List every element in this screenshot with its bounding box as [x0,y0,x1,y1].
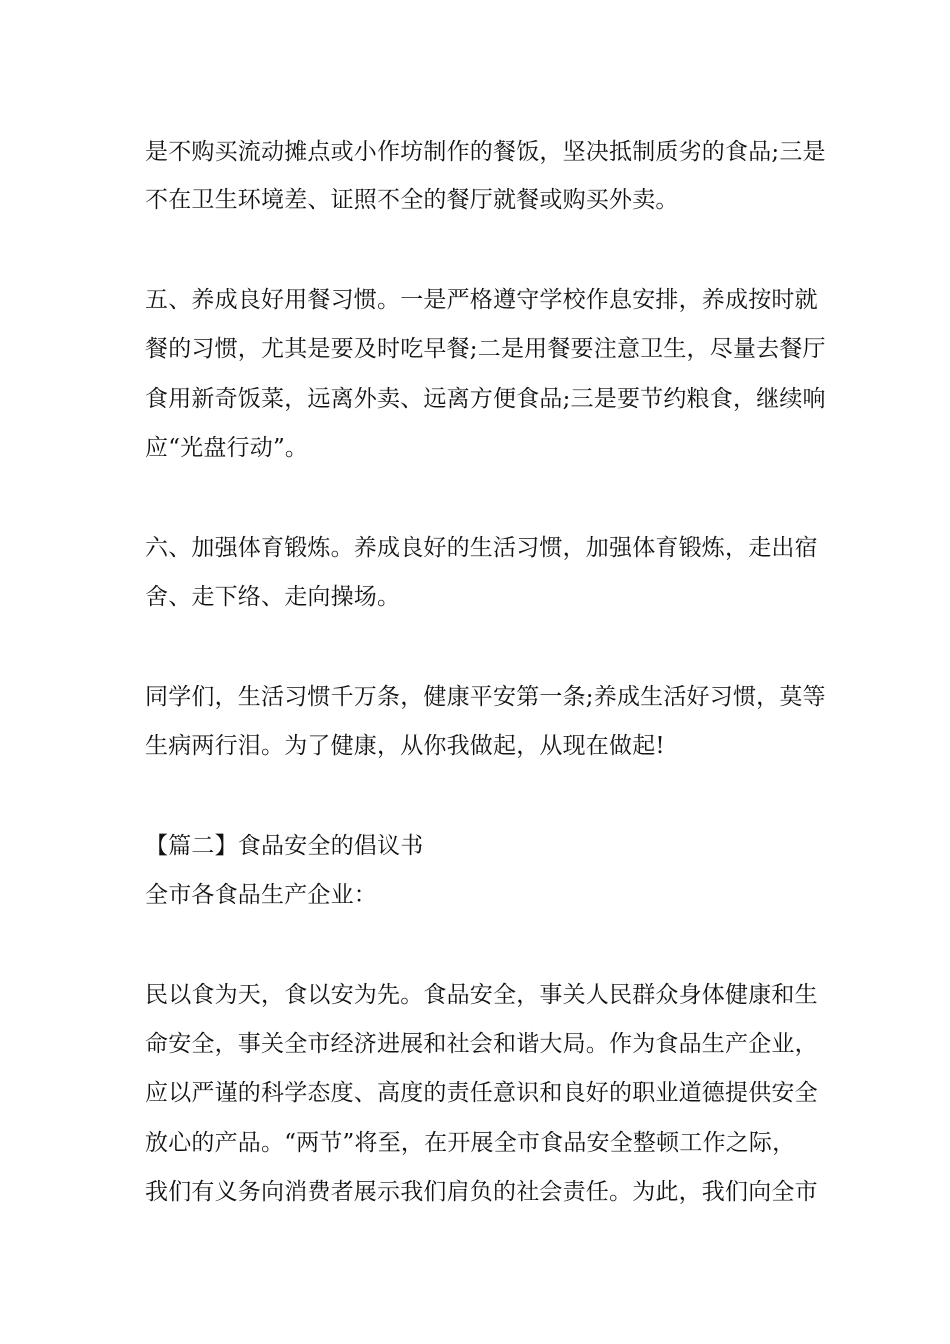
salutation: 全市各食品生产企业： [145,882,377,908]
paragraph-line: 六、加强体育锻炼。养成良好的生活习惯，加强体育锻炼，走出宿 [145,535,818,561]
paragraph-line: 民以食为天，食以安为先。食品安全，事关人民群众身体健康和生 [145,982,818,1008]
paragraph-line: 我们有义务向消费者展示我们肩负的社会责任。为此，我们向全市 [145,1179,818,1205]
paragraph-line: 不在卫生环境差、证照不全的餐厅就餐或购买外卖。 [145,187,679,213]
paragraph-line: 五、养成良好用餐习惯。一是严格遵守学校作息安排，养成按时就 [145,287,818,313]
paragraph-line: 放心的产品。“两节”将至，在开展全市食品安全整顿工作之际， [145,1130,796,1156]
paragraph-line: 应“光盘行动”。 [145,435,309,461]
paragraph-line: 舍、走下络、走向操场。 [145,584,401,610]
section-heading: 【篇二】食品安全的倡议书 [145,833,424,859]
paragraph-line: 是不购买流动摊点或小作坊制作的餐饭，坚决抵制质劣的食品;三是 [145,139,826,165]
paragraph-line: 应以严谨的科学态度、高度的责任意识和良好的职业道德提供安全 [145,1080,818,1106]
paragraph-line: 生病两行泪。为了健康，从你我做起，从现在做起! [145,733,665,759]
paragraph-line: 食用新奇饭菜，远离外卖、远离方便食品;三是要节约粮食，继续响 [145,386,826,412]
paragraph-line: 餐的习惯，尤其是要及时吃早餐;二是用餐要注意卫生，尽量去餐厅 [145,336,826,362]
paragraph-line: 同学们，生活习惯千万条，健康平安第一条;养成生活好习惯，莫等 [145,684,826,710]
paragraph-line: 命安全，事关全市经济进展和社会和谐大局。作为食品生产企业， [145,1031,818,1057]
